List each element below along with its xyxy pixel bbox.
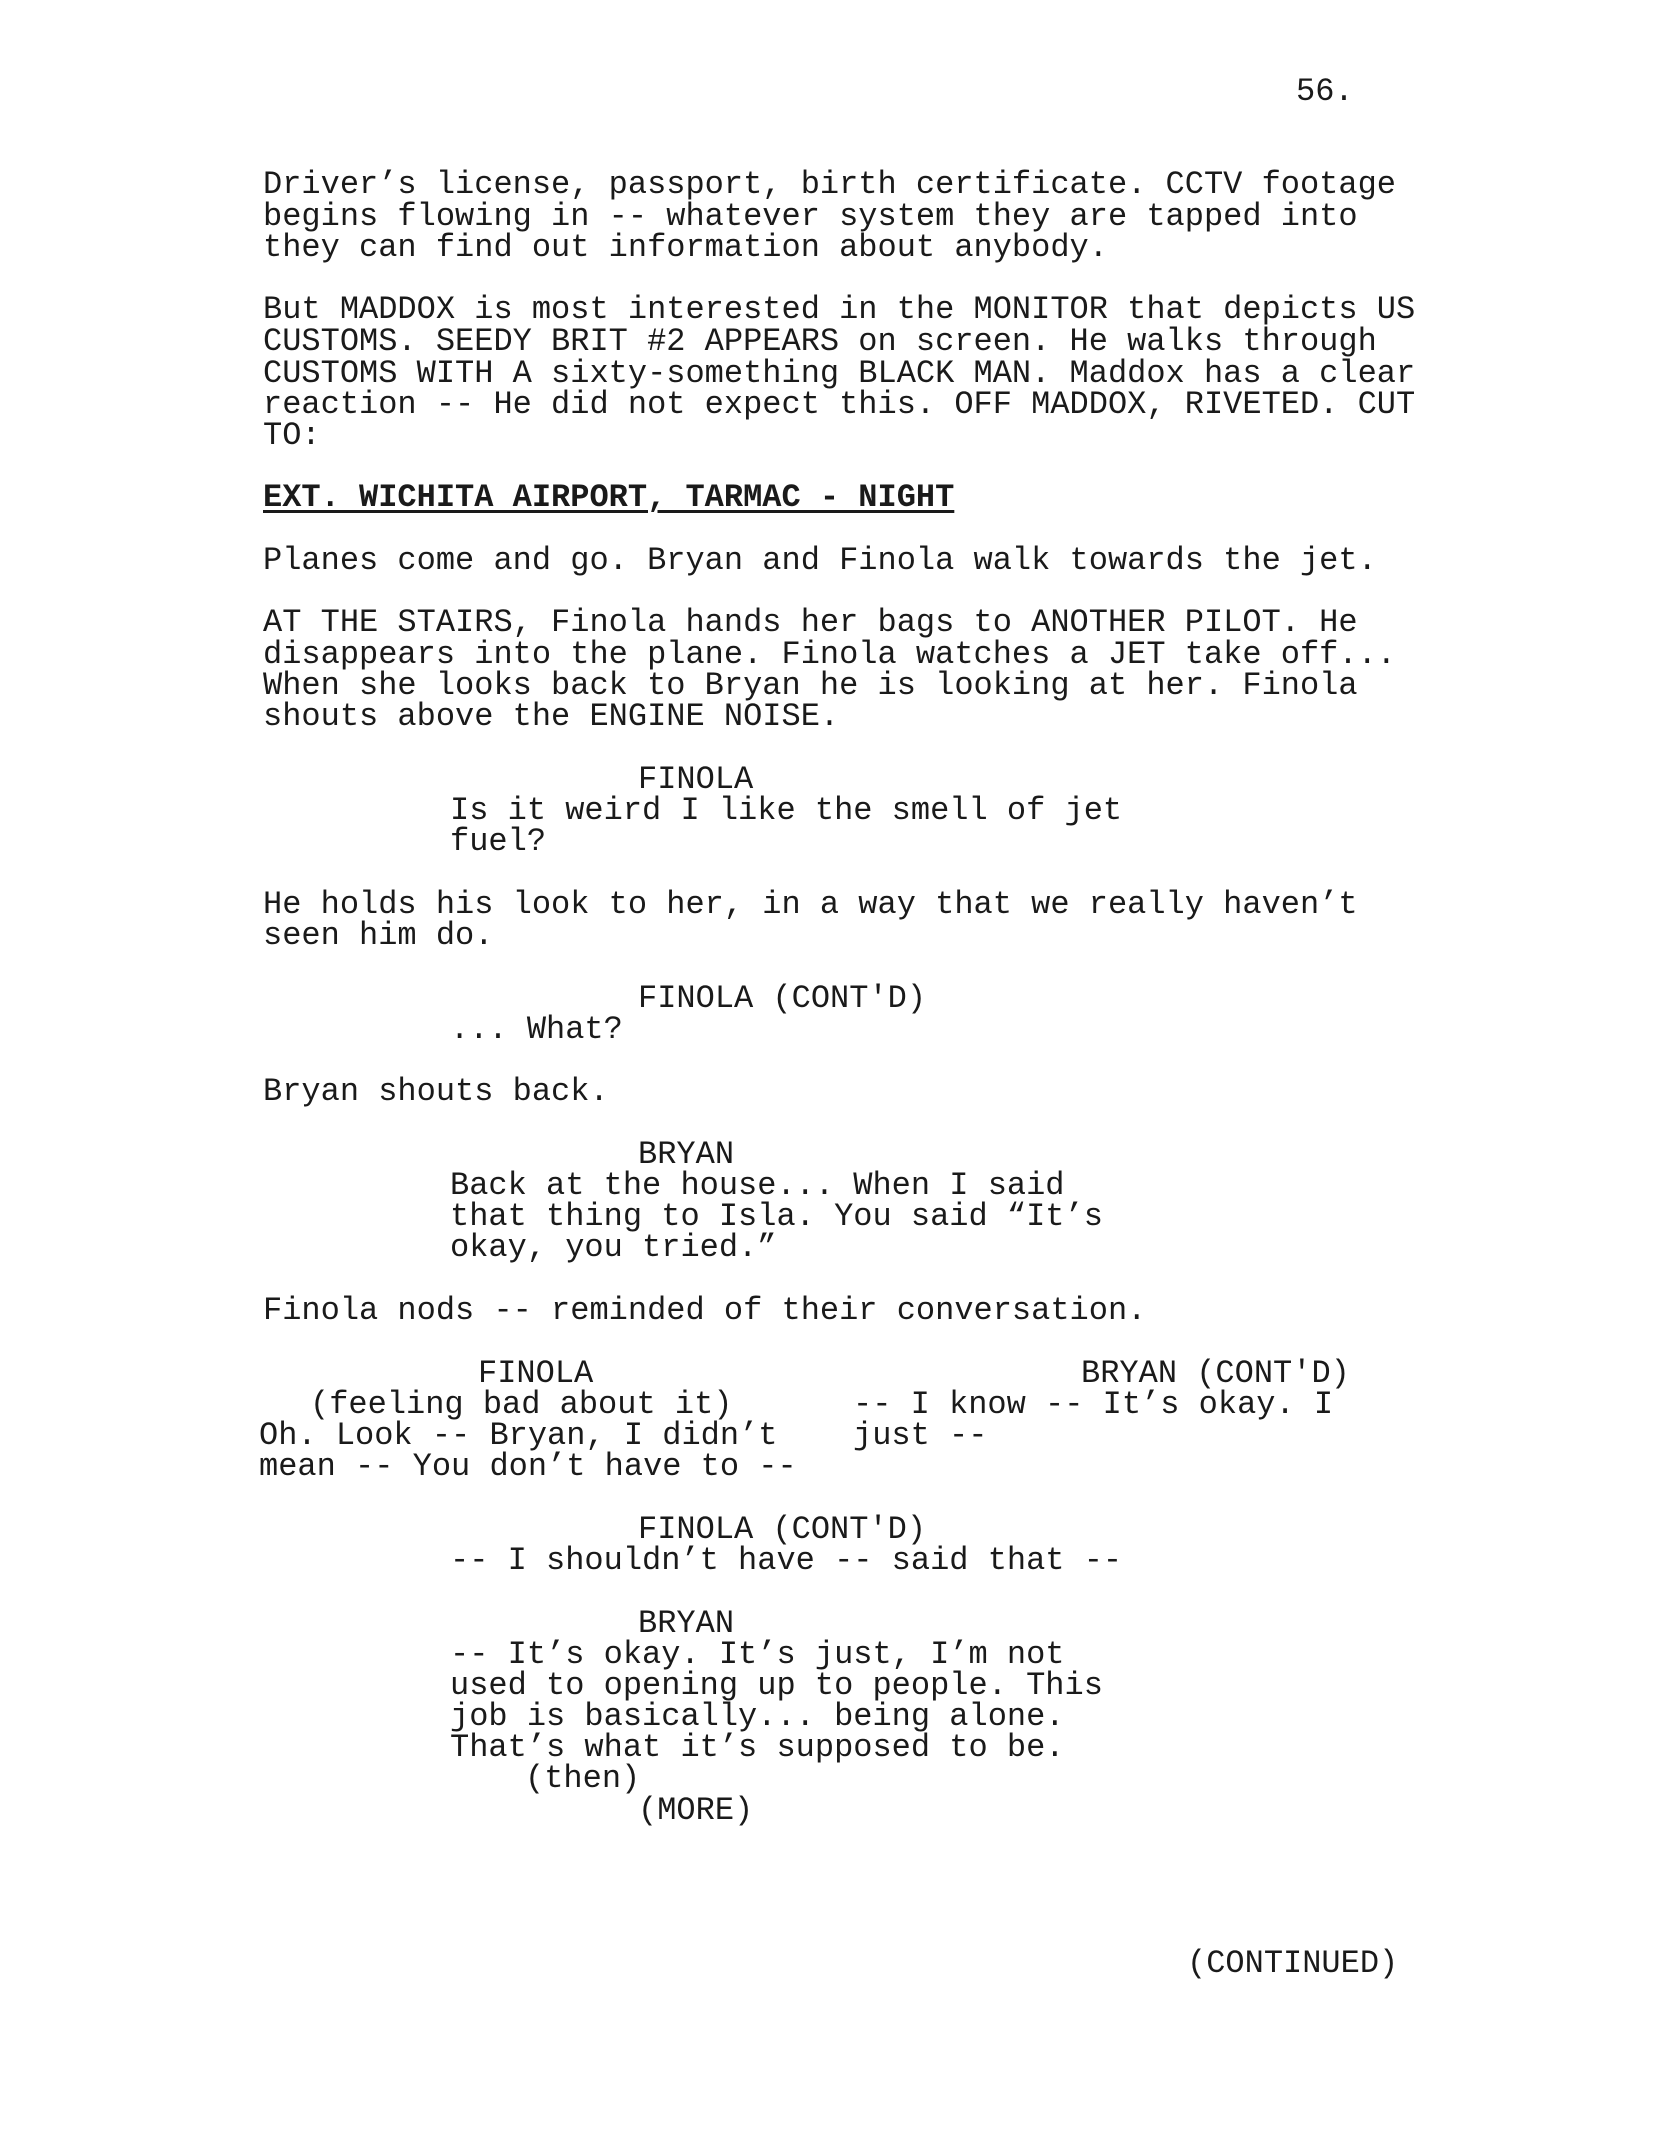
action-line: disappears into the plane. Finola watches a JET take off... (263, 636, 1396, 673)
continued-marker: (CONTINUED) (1187, 1945, 1399, 1982)
dialog-line: used to opening up to people. This (450, 1667, 1103, 1704)
action-line: Finola nods -- reminded of their conversation. (263, 1292, 1147, 1329)
dialog-line: okay, you tried.” (450, 1229, 777, 1266)
action-line: But MADDOX is most interested in the MONITOR that depicts US (263, 291, 1416, 328)
action-line: Planes come and go. Bryan and Finola walk towards the jet. (263, 542, 1377, 579)
parenthetical: (then) (525, 1760, 641, 1797)
dialog-line: mean -- You don’t have to -- (259, 1448, 797, 1485)
action-line: reaction -- He did not expect this. OFF MADDOX, RIVETED. CUT (263, 386, 1416, 423)
more-marker: (MORE) (638, 1792, 754, 1829)
scene-heading: EXT. WICHITA AIRPORT, TARMAC - NIGHT (263, 479, 955, 516)
character-name: BRYAN (CONT'D) (1081, 1355, 1350, 1392)
dialog-line: Back at the house... When I said (450, 1167, 1065, 1204)
action-line: TO: (263, 417, 321, 454)
dialog-line: that thing to Isla. You said “It’s (450, 1198, 1103, 1235)
parenthetical: (feeling bad about it) (310, 1386, 733, 1423)
dialog-line: ... What? (450, 1011, 623, 1048)
dialog-line: fuel? (450, 823, 547, 860)
action-line: begins flowing in -- whatever system they are tapped into (263, 198, 1358, 235)
character-name: FINOLA (CONT'D) (638, 1511, 927, 1548)
character-name: BRYAN (638, 1605, 735, 1642)
action-line: shouts above the ENGINE NOISE. (263, 698, 840, 735)
character-name: FINOLA (CONT'D) (638, 980, 927, 1017)
action-line: Bryan shouts back. (263, 1073, 609, 1110)
dialog-line: Oh. Look -- Bryan, I didn’t (259, 1417, 778, 1454)
dialog-line: -- I know -- It’s okay. I (853, 1386, 1334, 1423)
action-line: When she looks back to Bryan he is looking at her. Finola (263, 667, 1358, 704)
action-line: He holds his look to her, in a way that we really haven’t (263, 886, 1358, 923)
character-name: FINOLA (478, 1355, 594, 1392)
action-line: Driver’s license, passport, birth certificate. CCTV footage (263, 166, 1396, 203)
action-line: CUSTOMS WITH A sixty-something BLACK MAN. Maddox has a clear (263, 355, 1416, 392)
dialog-line: -- It’s okay. It’s just, I’m not (450, 1636, 1065, 1673)
dialog-line: That’s what it’s supposed to be. (450, 1729, 1065, 1766)
page-number: 56. (1296, 73, 1354, 110)
action-line: seen him do. (263, 917, 494, 954)
action-line: CUSTOMS. SEEDY BRIT #2 APPEARS on screen. He walks through (263, 323, 1377, 360)
action-line: they can find out information about anybody. (263, 229, 1108, 266)
action-line: AT THE STAIRS, Finola hands her bags to ANOTHER PILOT. He (263, 604, 1358, 641)
dialog-line: just -- (853, 1417, 988, 1454)
character-name: FINOLA (638, 761, 754, 798)
dialog-line: Is it weird I like the smell of jet (450, 792, 1123, 829)
dialog-line: job is basically... being alone. (450, 1698, 1065, 1735)
dialog-line: -- I shouldn’t have -- said that -- (450, 1542, 1123, 1579)
character-name: BRYAN (638, 1136, 735, 1173)
